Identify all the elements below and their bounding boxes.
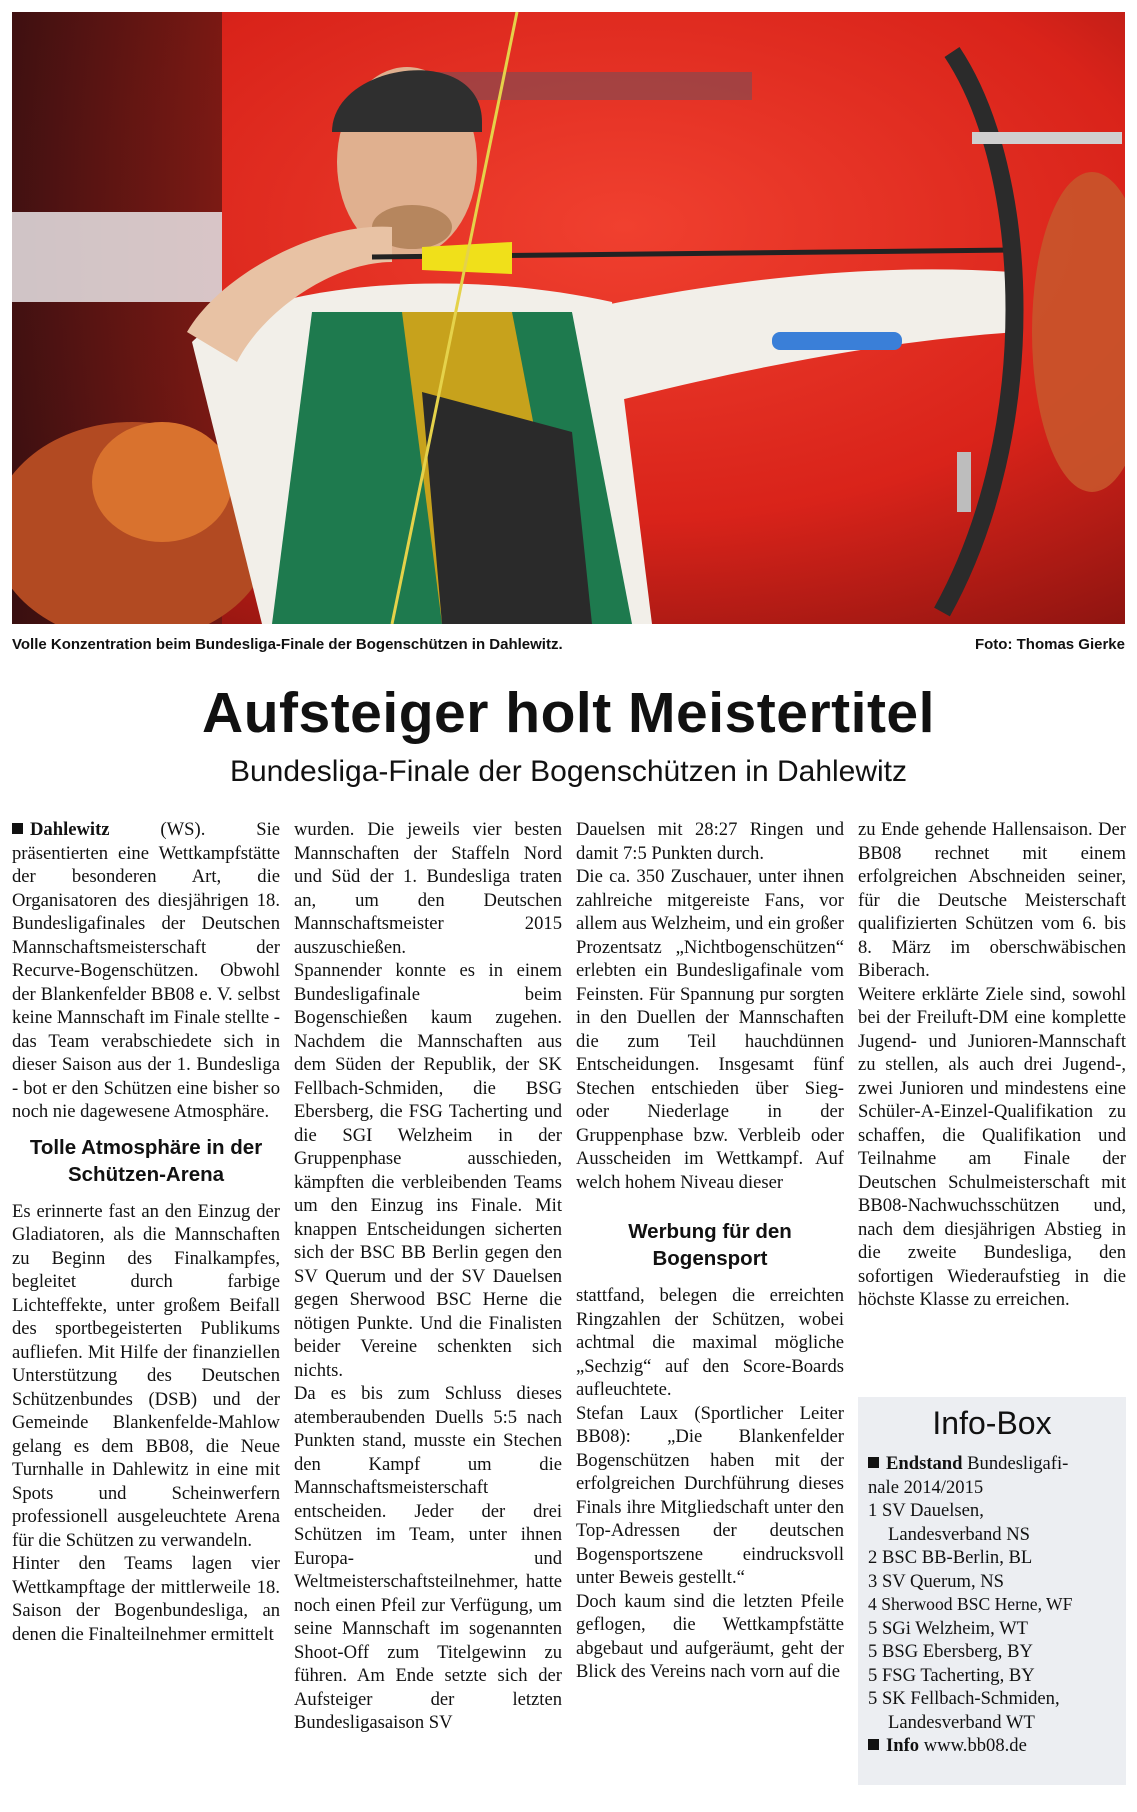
archer-photo bbox=[12, 12, 1125, 624]
paragraph-text: (WS). Sie präsentierten eine Wettkampfstätte der besonderen Art, die Organisatoren des diesjährigen 18. Bundesligafinales der Deutschen Mannschaftsmeisterschaft der Recurve-Bogenschützen. Obwohl der Blankenfelder BB08 e. V. selbst keine Mannschaft im Finale stellte - das Team verabschiedete sich in dieser Saison aus der 1. Bundesliga - bot er den Schützen eine bisher so noch nie dagewesene Atmosphäre. bbox=[12, 819, 280, 1122]
list-item: 5 SK Fellbach-Schmiden, bbox=[868, 1688, 1060, 1709]
info-label: Info bbox=[886, 1735, 920, 1756]
list-item: 3 SV Querum, NS bbox=[868, 1570, 1005, 1592]
subheadline: Bundesliga-Finale der Bogenschützen in Dahlewitz bbox=[229, 755, 908, 788]
paragraph: Es erinnerte fast an den Einzug der Gladiatoren, als die Mannschaften zu Beginn des Finalkampfes, begleitet durch farbige Lichteffekte, unter großem Beifall des sportbegeisterten Publikums aufliefen. Mit Hilfe der finanziellen Unterstützung des Deutschen Schützenbundes (DSB) und der Gemeinde Blankenfelde-Mahlow gelang es dem BB08, die Neue Turnhalle in Dahlewitz in eine mit Spots und Scheinwerfern professionell ausgeleuchtete Arena für die Schützen zu verwandeln. bbox=[12, 1200, 280, 1551]
list-item: 1 SV Dauelsen, bbox=[868, 1500, 984, 1521]
standings-intro-text: Bundesligafi- bbox=[962, 1453, 1069, 1474]
column-4 bbox=[858, 818, 1126, 1393]
list-item: 2 BSC BB-Berlin, BL bbox=[868, 1547, 1033, 1568]
paragraph: Dauelsen mit 28:27 Ringen und damit 7:5 Punkten durch. bbox=[576, 819, 844, 864]
paragraph bbox=[12, 818, 280, 1124]
paragraph: Stefan Laux (Sportlicher Leiter BB08): „Die Blankenfelder Bogenschützen haben mit der erfolgreichen Durchführung dieses Finals ihre Mitgliedschaft unter den Top-Adressen der deutschen Bogensportszene eindrucksvoll unter Beweis gestellt.“ bbox=[576, 1402, 844, 1588]
dateline: Dahlewitz bbox=[30, 819, 110, 840]
photo-caption-row bbox=[12, 636, 1125, 660]
list-item: 4 Sherwood BSC Herne, WF bbox=[868, 1594, 1073, 1614]
paragraph: Hinter den Teams lagen vier Wettkampftage der mittlerweile 18. Saison der Bogenbundesliga, an denen die Finalteilnehmer ermittelt bbox=[12, 1553, 280, 1645]
paragraph: wurden. Die jeweils vier besten Mannschaften der Staffeln Nord und Süd der 1. Bundesliga traten an, um den Deutschen Mannschaftsmeister 2015 auszuschießen. bbox=[294, 819, 562, 958]
photo-caption: Volle Konzentration beim Bundesliga-Finale der Bogenschützen in Dahlewitz. bbox=[12, 636, 563, 653]
column-3 bbox=[576, 818, 844, 1803]
list-item: Landesverband WT bbox=[888, 1711, 1035, 1733]
standings-label: Endstand bbox=[886, 1453, 963, 1474]
standings-intro bbox=[868, 1452, 1116, 1476]
info-url: www.bb08.de bbox=[919, 1735, 1027, 1756]
info-box bbox=[858, 1397, 1126, 1785]
paragraph: Spannender konnte es in einem Bundesligafinale beim Bogenschießen kaum zugehen. Nachdem die Mannschaften aus dem Süden der Republik, der SK Fellbach-Schmiden, die BSG Ebersberg, die FSG Tacherting und die SGI Welzheim in der Gruppenphase ausschieden, kämpften die verbleibenden Teams um den Einzug ins Finale. Mit knappen Entscheidungen sicherten sich der BSC BB Berlin gegen den SV Querum und der SV Dauelsen gegen Sherwood BSC Herne die nötigen Punkte. Und die Finalisten beider Vereine schenkten sich nichts. bbox=[294, 960, 562, 1381]
paragraph: Weitere erklärte Ziele sind, sowohl bei der Freiluft-DM eine komplette Jugend- und Junioren-Mannschaft zu stellen, als auch drei Jugend-, zwei Junioren und mindestens eine Schüler-A-Einzel-Qualifikation zu schaffen, die Qualifikation und Teilnahme am Finale der Deutschen Schulmeisterschaft mit BB08-Nachwuchsschützen und, nach dem diesjährigen Abstieg in die zweite Bundesliga, den sofortigen Wiederaufstieg in die höchste Klasse zu erreichen. bbox=[858, 983, 1126, 1310]
subheading: Werbung für den Bogensport bbox=[628, 1220, 792, 1270]
list-item: 5 FSG Tacherting, BY bbox=[868, 1664, 1035, 1686]
bullet-square-icon bbox=[868, 1739, 879, 1750]
paragraph: zu Ende gehende Hallensaison. Der BB08 rechnet mit einem erfolgreichen Abschneiden seiner, für die Deutsche Meisterschaft qualifizierten Schützen vom 6. bis 8. März im oberschwäbischen Biberach. bbox=[858, 819, 1126, 981]
bullet-square-icon bbox=[12, 823, 23, 834]
column-1 bbox=[12, 818, 280, 1803]
info-link-row bbox=[868, 1734, 1116, 1758]
list-item: Landesverband NS bbox=[888, 1523, 1030, 1545]
list-item: 5 SGi Welzheim, WT bbox=[868, 1617, 1028, 1639]
subheading: Tolle Atmosphäre in der Schützen-Arena bbox=[29, 1135, 263, 1186]
standings-intro-line2: nale 2014/2015 bbox=[868, 1476, 984, 1498]
bullet-square-icon bbox=[868, 1457, 879, 1468]
headline: Aufsteiger holt Meistertitel bbox=[202, 681, 935, 745]
photo-credit: Foto: Thomas Gierke bbox=[974, 636, 1125, 653]
list-item: 5 BSG Ebersberg, BY bbox=[868, 1641, 1033, 1662]
column-2 bbox=[294, 818, 562, 1803]
paragraph: Die ca. 350 Zuschauer, unter ihnen zahlreiche mitgereiste Fans, vor allem aus Welzheim, und ein großer Prozentsatz „Nichtbogenschützen“ erlebten ein Bundesligafinale vom Feinsten. Für Spannung pur sorgten in den Duellen der Mannschaften die zum Teil hauchdünnen Entscheidungen. Insgesamt fünf Stechen entschieden über Sieg- oder Niederlage in der Gruppenphase bzw. Verbleib oder Ausscheiden im Wettkampf. Auf welch hohem Niveau dieser bbox=[576, 866, 844, 1193]
paragraph: Da es bis zum Schluss dieses atemberaubenden Duells 5:5 nach Punkten stand, musste ein Stechen den Kampf um die Mannschaftsmeisterschaft entscheiden. Jeder der drei Schützen im Team, unter ihnen Europa- und Weltmeisterschaftsteilnehmer, hatte noch einen Pfeil zur Verfügung, um seine Mannschaft im sogenannten Shoot-Off zum Titelgewinn zu führen. Am Ende setzte sich der Aufsteiger der letzten Bundesligasaison SV bbox=[294, 1383, 562, 1733]
paragraph: Doch kaum sind die letzten Pfeile geflogen, die Wettkampfstätte abgebaut und aufgeräumt, geht der Blick des Vereins nach vorn auf die bbox=[576, 1590, 844, 1682]
info-box-title: Info-Box bbox=[932, 1405, 1052, 1441]
archer-photo-illustration bbox=[12, 12, 1125, 624]
paragraph: stattfand, belegen die erreichten Ringzahlen der Schützen, wobei achtmal die maximal mögliche „Sechzig“ auf den Score-Boards aufleuchtete. bbox=[576, 1285, 844, 1400]
info-box-body bbox=[858, 1452, 1126, 1758]
